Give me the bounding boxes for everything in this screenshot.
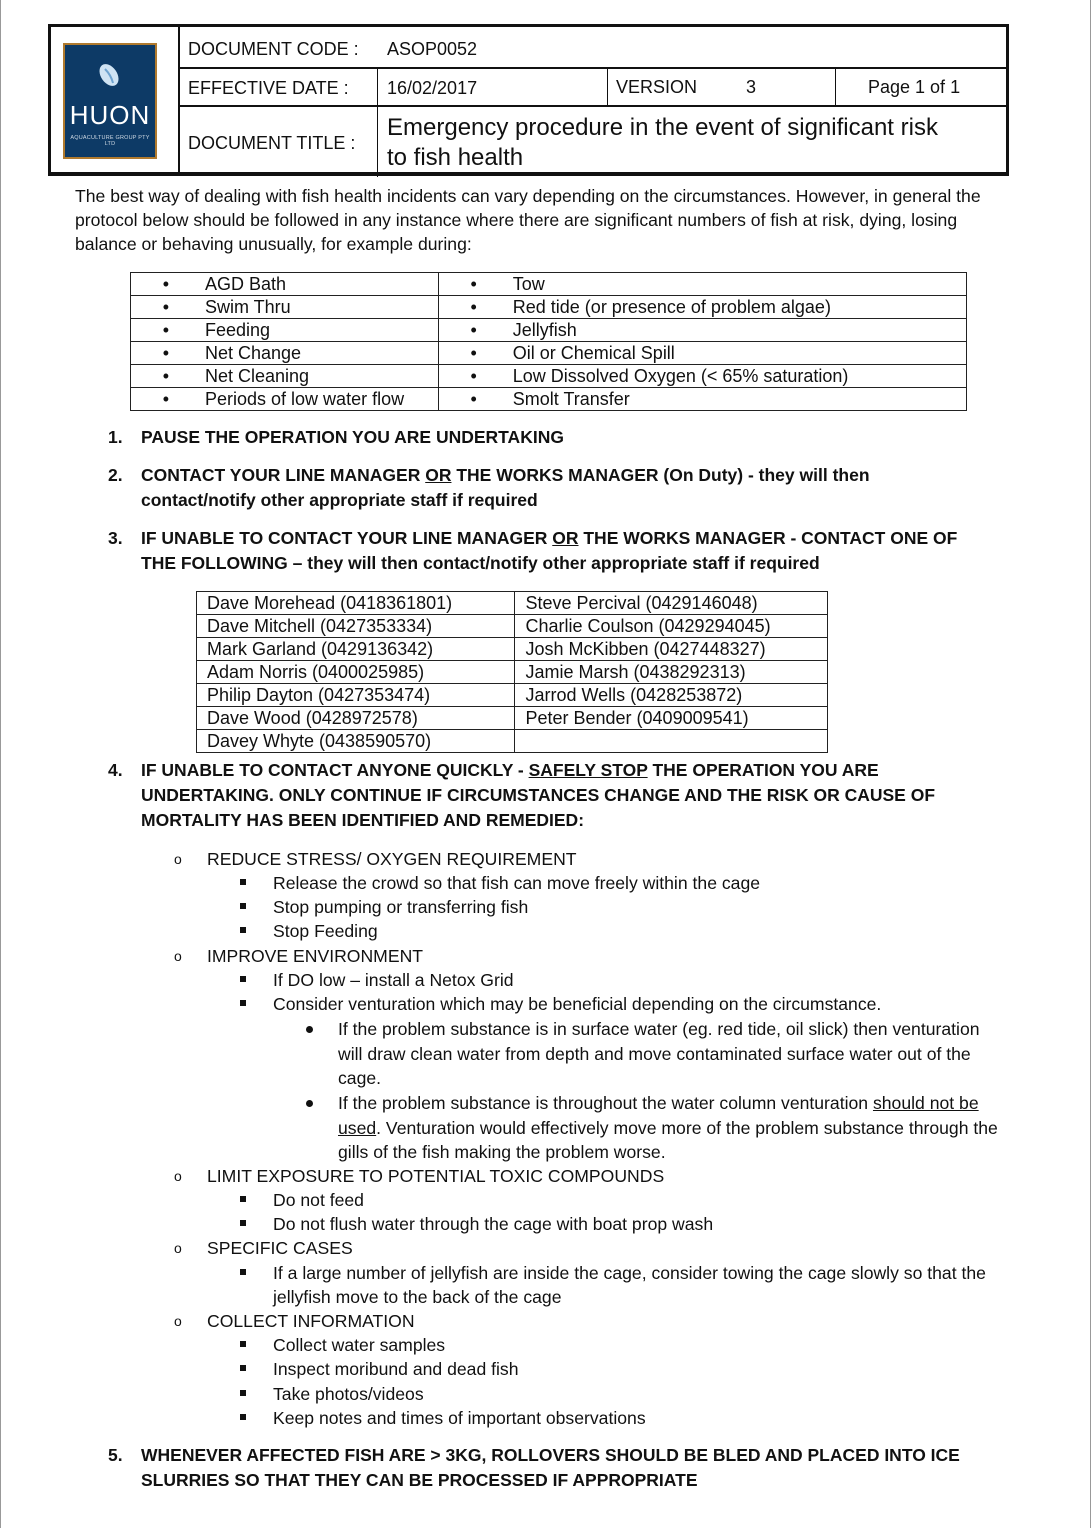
effective-date: 16/02/2017 <box>387 78 478 98</box>
doc-title: Emergency procedure in the event of significant risk to fish health <box>387 114 938 171</box>
table-row: • AGD Bath • Tow <box>131 273 967 296</box>
table-row: Davey Whyte (0438590570) <box>197 730 828 753</box>
table-row: • Net Cleaning • Low Dissolved Oxygen (< 65% saturation) <box>131 365 967 388</box>
doc-code: ASOP0052 <box>387 39 478 59</box>
examples-table <box>130 272 967 411</box>
table-row: Dave Wood (0428972578) Peter Bender (0409009541) <box>197 707 828 730</box>
table-row: • Feeding • Jellyfish <box>131 319 967 342</box>
table-row: Mark Garland (0429136342) Josh McKibben (0427448327) <box>197 638 828 661</box>
huon-logo <box>63 43 157 159</box>
doc-title-label: DOCUMENT TITLE : <box>188 133 356 153</box>
page-edge-left <box>0 0 1 1528</box>
doc-code-label: DOCUMENT CODE : <box>188 39 359 59</box>
table-row: • Swim Thru • Red tide (or presence of problem algae) <box>131 296 967 319</box>
logo-name: HUON <box>69 100 151 130</box>
table-row: Dave Morehead (0418361801) Steve Percival (0429146048) <box>197 592 828 615</box>
table-row: Dave Mitchell (0427353334) Charlie Coulson (0429294045) <box>197 615 828 638</box>
page-edge-right <box>1090 0 1091 1528</box>
table-row: • Net Change • Oil or Chemical Spill <box>131 342 967 365</box>
version-value: 3 <box>746 77 757 97</box>
intro-paragraph: The best way of dealing with fish health incidents can vary depending on the circumstances. However, in general the protocol below should be followed in any instance where there are significant numbers of fish at risk, dying, losing balance or behaving unusually, for example during: <box>75 186 981 254</box>
page-number: Page 1 of 1 <box>868 77 961 97</box>
table-row: • Periods of low water flow • Smolt Transfer <box>131 388 967 411</box>
logo-subtitle: AQUACULTURE GROUP PTY LTD <box>70 135 150 147</box>
fish-emblem-icon <box>95 61 123 89</box>
effective-date-label: EFFECTIVE DATE : <box>188 78 349 98</box>
table-row: Adam Norris (0400025985) Jamie Marsh (0438292313) <box>197 661 828 684</box>
document-header <box>48 24 1009 176</box>
version-label: VERSION <box>616 77 698 97</box>
contacts-table <box>196 591 828 753</box>
table-row: Philip Dayton (0427353474) Jarrod Wells (0428253872) <box>197 684 828 707</box>
